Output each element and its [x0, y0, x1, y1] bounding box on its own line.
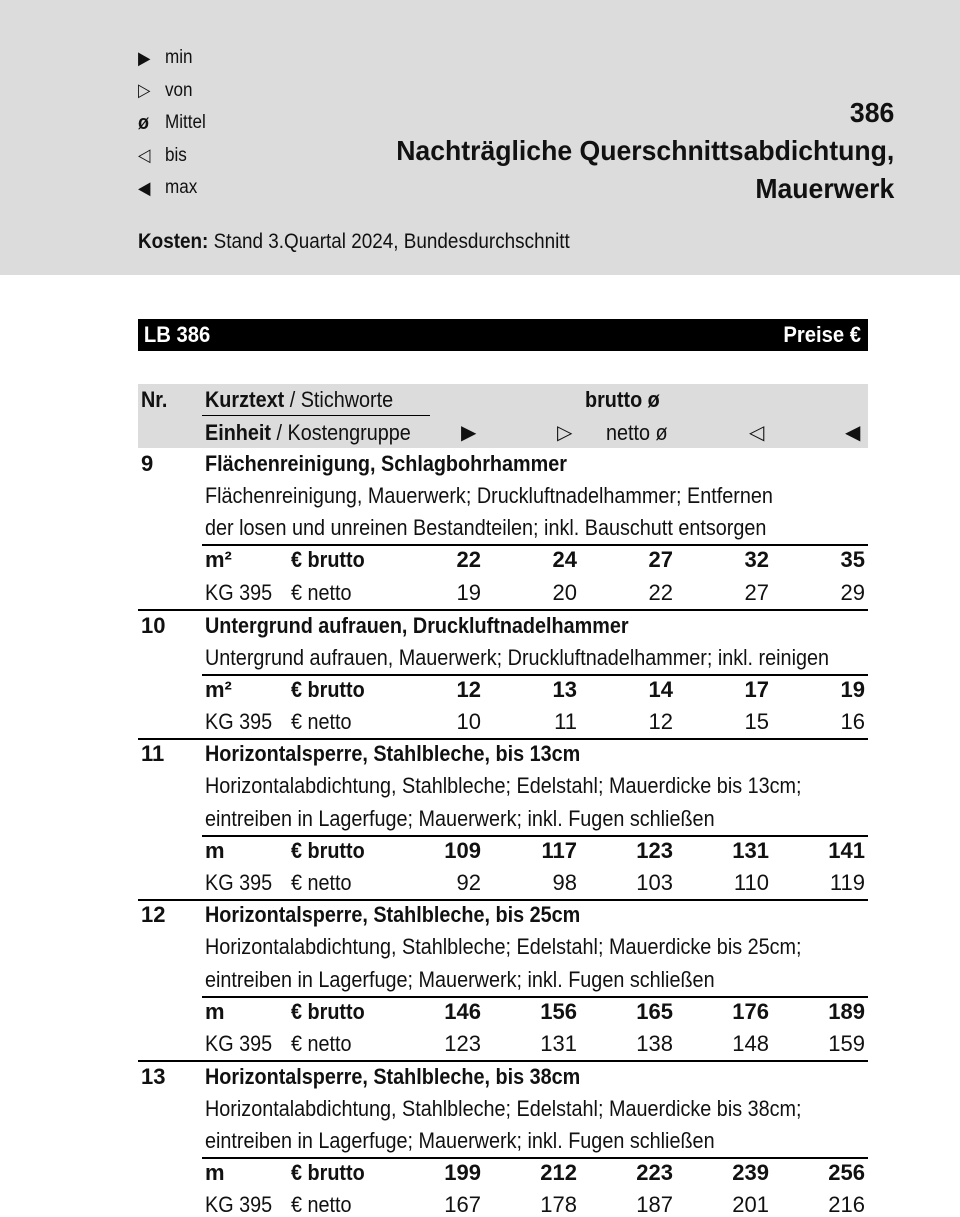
netto-max: 119 [829, 870, 865, 895]
brutto-max: 141 [828, 838, 865, 863]
brutto-bis: 239 [732, 1160, 769, 1185]
brutto-min: 146 [444, 999, 481, 1024]
brutto-max: 19 [840, 677, 865, 702]
kostengruppe: KG 395 [205, 1031, 273, 1056]
price-separator [202, 674, 868, 676]
unit: m [205, 838, 225, 863]
netto-bis: 110 [733, 870, 769, 895]
von-icon: ▷ [557, 422, 573, 444]
brutto-von: 24 [552, 547, 577, 572]
filled-right-triangle-icon: ▶ [138, 47, 151, 68]
netto-max: 29 [840, 580, 865, 605]
netto-mittel: 103 [636, 870, 673, 895]
kostengruppe: KG 395 [205, 1192, 273, 1217]
item-nr: 11 [141, 741, 165, 766]
chapter-number: 386 [849, 97, 894, 128]
item-desc-line: Untergrund aufrauen, Mauerwerk; Druckluftnadelhammer; inkl. reinigen [205, 645, 830, 670]
netto-von: 20 [552, 580, 577, 605]
legend-row-bis [138, 140, 206, 173]
netto-max: 216 [828, 1192, 865, 1217]
item-title: Horizontalsperre, Stahlbleche, bis 38cm [205, 1064, 581, 1089]
lb-bar [138, 319, 868, 351]
netto-bis: 148 [732, 1031, 769, 1056]
brutto-mittel: 27 [648, 547, 673, 572]
item-separator [138, 899, 868, 901]
kostengruppe: KG 395 [205, 870, 273, 895]
item-nr: 13 [141, 1064, 166, 1089]
netto-mittel: 12 [648, 709, 673, 734]
cost-text: Stand 3.Quartal 2024, Bundesdurchschnitt [213, 230, 570, 253]
netto-label: € netto [291, 580, 352, 605]
item-desc-line: Horizontalabdichtung, Stahlbleche; Edelstahl; Mauerdicke bis 25cm; [205, 934, 802, 959]
brutto-bis: 32 [744, 547, 769, 572]
brutto-bis: 17 [744, 677, 769, 702]
brutto-label: € brutto [291, 1160, 365, 1185]
brutto-label: € brutto [291, 677, 365, 702]
item-separator [138, 609, 868, 611]
brutto-max: 35 [840, 547, 865, 572]
item-separator [138, 1060, 868, 1062]
netto-mittel: 138 [636, 1031, 673, 1056]
brutto-max: 256 [828, 1160, 865, 1185]
brutto-bis: 131 [732, 838, 769, 863]
bis-icon: ◁ [749, 422, 765, 444]
legend-label: bis [165, 144, 187, 166]
item-desc-line: Horizontalabdichtung, Stahlbleche; Edelstahl; Mauerdicke bis 38cm; [205, 1096, 802, 1121]
page-title [370, 94, 894, 208]
item-title: Horizontalsperre, Stahlbleche, bis 13cm [205, 741, 581, 766]
netto-label: € netto [291, 1192, 352, 1217]
filled-left-triangle-icon: ◀ [138, 177, 151, 198]
netto-von: 178 [540, 1192, 577, 1217]
unit: m [205, 999, 225, 1024]
netto-mittel: 22 [648, 580, 673, 605]
col-einheit-header: Einheit / Kostengruppe [205, 420, 411, 445]
col-nr-header: Nr. [141, 387, 168, 412]
item-nr: 10 [141, 613, 166, 638]
brutto-bis: 176 [732, 999, 769, 1024]
netto-von: 131 [540, 1031, 577, 1056]
title-line-2: Mauerwerk [755, 173, 894, 204]
kostengruppe: KG 395 [205, 709, 273, 734]
item-nr: 9 [141, 451, 154, 476]
brutto-label: € brutto [291, 838, 365, 863]
price-separator [202, 1157, 868, 1159]
price-legend [138, 42, 213, 205]
item-title: Untergrund aufrauen, Druckluftnadelhammer [205, 613, 629, 638]
brutto-mittel: 14 [648, 677, 673, 702]
brutto-mittel: 223 [636, 1160, 673, 1185]
netto-von: 11 [554, 709, 577, 734]
header-underline [202, 415, 430, 416]
col-netto-avg-header: netto ø [606, 420, 668, 445]
netto-label: € netto [291, 1031, 352, 1056]
max-icon: ◀ [845, 422, 861, 444]
netto-mittel: 187 [636, 1192, 673, 1217]
legend-label: min [165, 47, 193, 69]
legend-label: Mittel [165, 112, 206, 134]
netto-min: 123 [444, 1031, 481, 1056]
legend-label: max [165, 177, 198, 199]
item-desc-line: eintreiben in Lagerfuge; Mauerwerk; inkl. Fugen schließen [205, 1128, 715, 1153]
item-desc-line: der losen und unreinen Bestandteilen; inkl. Bauschutt entsorgen [205, 515, 767, 540]
netto-min: 167 [444, 1192, 481, 1217]
netto-max: 16 [840, 709, 865, 734]
unit: m [205, 1160, 225, 1185]
item-separator [138, 738, 868, 740]
brutto-von: 13 [552, 677, 577, 702]
title-line-1: Nachträgliche Querschnittsabdichtung, [395, 135, 894, 166]
netto-min: 92 [456, 870, 481, 895]
netto-max: 159 [828, 1031, 865, 1056]
brutto-von: 156 [540, 999, 577, 1024]
prices-label: Preise € [782, 322, 861, 347]
item-nr: 12 [141, 902, 166, 927]
outline-left-triangle-icon: ◁ [138, 145, 151, 166]
netto-min: 19 [456, 580, 481, 605]
legend-row-mittel [138, 107, 206, 140]
netto-bis: 15 [744, 709, 769, 734]
item-desc-line: eintreiben in Lagerfuge; Mauerwerk; inkl. Fugen schließen [205, 967, 715, 992]
cost-basis [138, 230, 570, 254]
item-desc-line: Horizontalabdichtung, Stahlbleche; Edelstahl; Mauerdicke bis 13cm; [205, 773, 802, 798]
item-title: Flächenreinigung, Schlagbohrhammer [205, 451, 567, 476]
col-kurztext-header: Kurztext / Stichworte [205, 387, 394, 412]
brutto-mittel: 165 [636, 999, 673, 1024]
item-desc-line: Flächenreinigung, Mauerwerk; Druckluftnadelhammer; Entfernen [205, 483, 773, 508]
lb-number: LB 386 [143, 322, 211, 347]
col-brutto-avg-header: brutto ø [585, 387, 660, 412]
unit: m² [205, 547, 232, 572]
netto-label: € netto [291, 870, 352, 895]
legend-label: von [165, 79, 193, 101]
kostengruppe: KG 395 [205, 580, 273, 605]
price-separator [202, 835, 868, 837]
unit: m² [205, 677, 232, 702]
brutto-label: € brutto [291, 999, 365, 1024]
cost-label: Kosten: [138, 230, 209, 253]
legend-row-von [138, 75, 206, 108]
netto-label: € netto [291, 709, 352, 734]
brutto-von: 212 [540, 1160, 577, 1185]
brutto-label: € brutto [291, 547, 365, 572]
outline-right-triangle-icon: ▷ [138, 80, 151, 101]
item-desc-line: eintreiben in Lagerfuge; Mauerwerk; inkl. Fugen schließen [205, 806, 715, 831]
brutto-min: 199 [444, 1160, 481, 1185]
brutto-max: 189 [828, 999, 865, 1024]
netto-bis: 27 [744, 580, 769, 605]
brutto-min: 109 [444, 838, 481, 863]
price-separator [202, 996, 868, 998]
netto-von: 98 [552, 870, 577, 895]
brutto-min: 22 [456, 547, 481, 572]
diameter-icon: ø [138, 111, 149, 134]
netto-min: 10 [456, 709, 481, 734]
legend-row-max [138, 172, 206, 205]
legend-row-min [138, 42, 206, 75]
brutto-von: 117 [541, 838, 577, 863]
item-title: Horizontalsperre, Stahlbleche, bis 25cm [205, 902, 581, 927]
netto-bis: 201 [732, 1192, 769, 1217]
price-separator [202, 544, 868, 546]
min-icon: ▶ [461, 422, 477, 444]
brutto-min: 12 [456, 677, 481, 702]
brutto-mittel: 123 [636, 838, 673, 863]
